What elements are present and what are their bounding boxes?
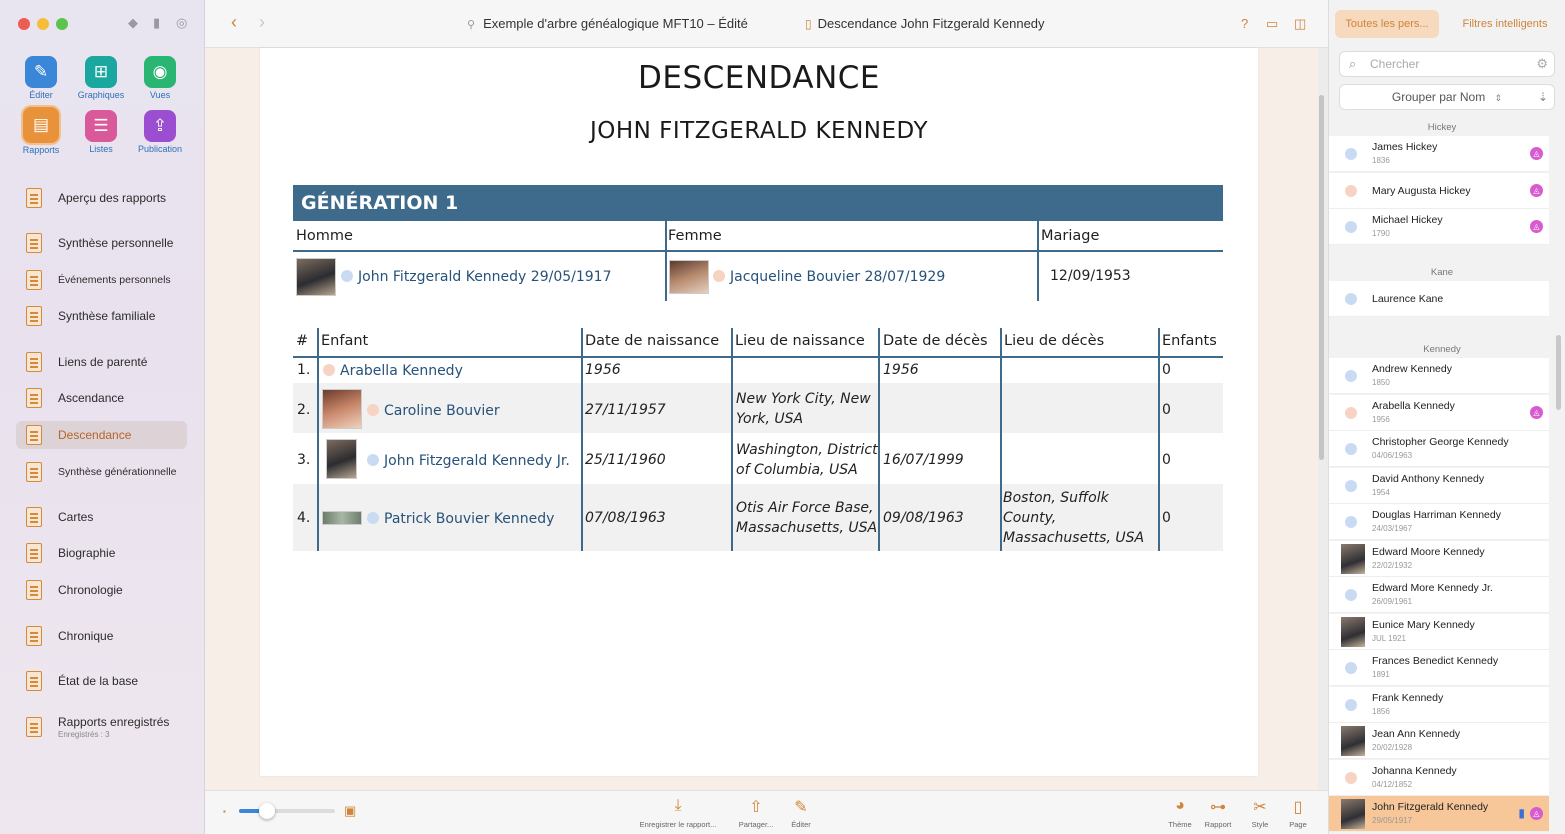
death-place: Boston, Suffolk County, Massachusetts, USA — [1003, 490, 1145, 546]
biography-icon — [26, 543, 42, 563]
sidebar-item-ascendance[interactable] — [16, 384, 187, 412]
person-date: 29/05/1917 — [1372, 816, 1413, 825]
sidebar-item-descendance[interactable] — [16, 421, 187, 449]
list-item[interactable] — [1329, 504, 1549, 540]
death-date: 09/08/1963 — [883, 510, 964, 526]
list-item[interactable] — [1329, 431, 1549, 467]
theme-button[interactable] — [1162, 797, 1198, 829]
edit-label: Éditer — [791, 820, 811, 829]
chart-icon: ⊞ — [85, 56, 117, 88]
globe-icon[interactable]: ◎ — [176, 15, 188, 30]
window-icon[interactable]: ▭ — [1266, 16, 1279, 31]
male-dot-icon — [1345, 443, 1357, 455]
sidebar-item-chronologie[interactable] — [16, 576, 187, 604]
children-count: 0 — [1162, 510, 1171, 526]
report-title-text: Descendance John Fitzgerald Kennedy — [817, 16, 1045, 31]
tool-views-label: Vues — [149, 90, 171, 100]
person-name: Frances Benedict Kennedy — [1372, 655, 1499, 667]
tool-edit[interactable] — [12, 56, 70, 100]
person-date: 26/09/1961 — [1372, 597, 1413, 606]
row-number: 2. — [297, 402, 311, 418]
tool-lists-label: Listes — [89, 144, 113, 154]
dna-badge-icon: ◬ — [1530, 184, 1543, 197]
tab-smart-filters[interactable]: Filtres intelligents — [1462, 18, 1548, 30]
col-header-enfant: Enfant — [321, 333, 369, 349]
tool-lists[interactable] — [72, 110, 130, 154]
save-report-label: Enregistrer le rapport... — [639, 820, 717, 829]
children-count: 0 — [1162, 402, 1171, 418]
person-name: Christopher George Kennedy — [1372, 436, 1509, 448]
avatar — [1341, 617, 1365, 647]
group-header: Kennedy — [1423, 344, 1461, 355]
list-item[interactable] — [1329, 650, 1549, 686]
sidebar-item-rapports-enregistres[interactable] — [16, 710, 187, 744]
female-dot-icon — [1345, 407, 1357, 419]
col-header-lieu-deces: Lieu de décès — [1004, 333, 1105, 349]
person-name: James Hickey — [1372, 141, 1438, 153]
sidebar-item-biographie[interactable] — [16, 539, 187, 567]
help-icon[interactable]: ? — [1241, 16, 1249, 31]
person-date: 1856 — [1372, 706, 1390, 716]
theme-label: Thème — [1168, 820, 1192, 829]
report-scrollbar[interactable] — [1319, 95, 1324, 460]
search-input[interactable] — [1339, 51, 1555, 77]
tool-views[interactable] — [131, 56, 189, 100]
avatar — [1341, 726, 1365, 756]
person-date: 1850 — [1372, 378, 1390, 387]
birth-date: 07/08/1963 — [585, 510, 666, 526]
row-number: 1. — [297, 362, 311, 378]
tool-publication-label: Publication — [137, 144, 183, 154]
row-number: 3. — [297, 452, 311, 468]
pencil-icon: ✎ — [25, 56, 57, 88]
tool-reports[interactable] — [12, 107, 70, 155]
husband-name: John Fitzgerald Kennedy 29/05/1917 — [358, 269, 612, 285]
document-icon: ▯ — [805, 17, 812, 31]
sidebar-item-label: Liens de parenté — [58, 355, 148, 369]
list-item[interactable] — [1329, 687, 1549, 723]
chevron-updown-icon: ⇕ — [1494, 93, 1503, 103]
avatar — [1341, 544, 1365, 574]
tag-icon[interactable]: ◆ — [128, 15, 138, 30]
sidebar-item-cartes[interactable] — [16, 503, 187, 531]
events-icon — [26, 270, 42, 290]
person-name: Michael Hickey — [1372, 214, 1443, 226]
divider — [581, 328, 583, 551]
tab-all-persons[interactable]: Toutes les pers... — [1335, 10, 1439, 38]
list-item[interactable] — [1329, 281, 1549, 317]
list-item[interactable] — [1329, 209, 1549, 245]
persons-panel — [1328, 0, 1565, 834]
tool-edit-label: Éditer — [29, 90, 53, 100]
male-dot-icon — [1345, 699, 1357, 711]
group-by-select[interactable] — [1339, 84, 1555, 110]
sidebar-item-chronique[interactable] — [16, 622, 187, 650]
saved-reports-icon — [26, 717, 42, 737]
page-button[interactable] — [1280, 797, 1316, 829]
col-header-femme: Femme — [668, 228, 722, 244]
group-header: Kane — [1430, 267, 1454, 278]
child-name: Patrick Bouvier Kennedy — [384, 511, 555, 527]
children-count: 0 — [1162, 452, 1171, 468]
dna-badge-icon: ◬ — [1530, 147, 1543, 160]
ancestors-icon — [26, 388, 42, 408]
male-dot-icon — [1345, 589, 1357, 601]
tool-publication[interactable] — [131, 110, 189, 154]
close-window-button[interactable] — [18, 18, 30, 30]
saved-reports-label: Rapports enregistrés — [58, 715, 170, 729]
generation-header: GÉNÉRATION 1 — [293, 185, 1223, 221]
male-dot-icon — [1345, 370, 1357, 382]
page-label: Page — [1289, 820, 1307, 829]
wife-name: Jacqueline Bouvier 28/07/1929 — [730, 269, 946, 285]
sidebar-item-etat-base[interactable] — [16, 667, 187, 695]
palette-icon: ◕ — [1175, 797, 1185, 814]
search-placeholder: Chercher — [1370, 57, 1420, 71]
sidebar-item-label: État de la base — [58, 674, 139, 688]
husband-photo — [296, 258, 336, 296]
person-date: 20/02/1928 — [1372, 743, 1413, 752]
share-icon: ⇧ — [749, 799, 763, 816]
bookmark-icon[interactable]: ▮ — [153, 15, 161, 30]
death-date: 16/07/1999 — [883, 452, 964, 468]
gear-icon[interactable]: ⚙ — [1536, 56, 1548, 71]
share-button[interactable] — [731, 797, 781, 829]
female-dot-icon — [367, 404, 379, 416]
dna-badge-icon: ◬ — [1530, 406, 1543, 419]
person-date: 04/06/1963 — [1372, 451, 1413, 460]
relationship-icon — [26, 352, 42, 372]
male-dot-icon — [341, 270, 353, 282]
download-icon: ⤓ — [674, 797, 682, 814]
list-item[interactable] — [1329, 541, 1549, 577]
person-name: Frank Kennedy — [1372, 691, 1444, 704]
death-date: 1956 — [883, 362, 919, 378]
group-header: Hickey — [1427, 122, 1457, 133]
tool-charts-label: Graphiques — [77, 90, 125, 100]
report-title — [805, 16, 1045, 31]
divider — [293, 356, 1223, 358]
zoom-out-icon[interactable]: ▪ — [223, 807, 226, 816]
report-options-button[interactable] — [1200, 797, 1236, 829]
save-report-button[interactable] — [633, 797, 723, 829]
tree-icon: ⚲ — [467, 19, 476, 31]
list-item[interactable] — [1329, 723, 1549, 759]
children-count: 0 — [1162, 362, 1171, 378]
info-icon — [26, 671, 42, 691]
person-date: 24/03/1967 — [1372, 524, 1413, 533]
person-date: 22/02/1932 — [1372, 560, 1413, 570]
bottom-toolbar — [205, 790, 1328, 834]
page-icon: ▯ — [1293, 799, 1303, 816]
sidebar-item-label: Synthèse personnelle — [58, 236, 174, 250]
male-dot-icon — [1345, 221, 1357, 233]
style-label: Style — [1251, 820, 1269, 829]
divider — [731, 328, 733, 551]
bookmark-icon: ▮ — [1518, 806, 1525, 820]
male-dot-icon — [1345, 480, 1357, 492]
female-dot-icon — [1345, 772, 1357, 784]
list-item[interactable] — [1329, 136, 1549, 172]
person-date: 1956 — [1372, 414, 1390, 424]
sidebar-item-label: Cartes — [58, 510, 94, 524]
list-item[interactable] — [1329, 395, 1549, 431]
forward-chevron-icon[interactable]: › — [259, 12, 265, 32]
child-photo — [322, 511, 362, 525]
male-dot-icon — [1345, 662, 1357, 674]
col-header-num: # — [296, 333, 309, 349]
child-photo — [326, 439, 357, 479]
report-icon: ▤ — [23, 107, 59, 143]
report-options-label: Rapport — [1204, 820, 1232, 829]
sidebar-item-synthese-familiale[interactable] — [16, 302, 187, 330]
edit-icon: ✎ — [794, 799, 808, 816]
edit-button[interactable] — [783, 797, 819, 829]
minimize-window-button[interactable] — [37, 18, 49, 30]
female-dot-icon — [1345, 185, 1357, 197]
birth-place: New York City, New York, USA — [736, 391, 871, 427]
child-link[interactable] — [367, 510, 554, 528]
person-name: Laurence Kane — [1372, 293, 1444, 305]
upload-icon: ⇪ — [144, 110, 176, 142]
sidebar-item-label: Événements personnels — [58, 274, 171, 286]
sidebar-item-synthese-generationnelle[interactable] — [16, 458, 187, 486]
saved-reports-count: Enregistrés : 3 — [58, 730, 110, 739]
sidebar-item-label: Chronologie — [58, 583, 123, 597]
person-date: 04/12/1852 — [1372, 779, 1413, 789]
col-header-lieu-naissance: Lieu de naissance — [735, 333, 865, 349]
document-title — [467, 16, 748, 31]
divider — [1158, 328, 1160, 551]
child-link[interactable] — [367, 452, 570, 470]
person-name: Arabella Kennedy — [1372, 399, 1455, 412]
sidebar-item-label: Ascendance — [58, 391, 125, 405]
col-header-enfants: Enfants — [1162, 333, 1217, 349]
list-item[interactable] — [1329, 358, 1549, 394]
sidebar — [0, 0, 205, 834]
divider — [1000, 328, 1002, 551]
zoom-window-button[interactable] — [56, 18, 68, 30]
person-name: Eunice Mary Kennedy — [1372, 618, 1475, 631]
tool-charts[interactable] — [72, 56, 130, 100]
sidebar-item-label: Synthèse générationnelle — [58, 466, 177, 478]
sidebar-item-label: Chronique — [58, 629, 114, 643]
avatar — [1341, 799, 1365, 829]
dna-badge-icon: ◬ — [1530, 220, 1543, 233]
wife-link[interactable] — [713, 268, 945, 286]
report-subheading: JOHN FITZGERALD KENNEDY — [589, 118, 929, 144]
report-canvas — [205, 48, 1318, 790]
toggles-icon: ⊶ — [1210, 799, 1226, 816]
person-name: Edward Moore Kennedy — [1372, 545, 1485, 558]
person-name: Johanna Kennedy — [1372, 764, 1457, 777]
search-icon: ⌕ — [1349, 56, 1357, 71]
eye-icon: ◉ — [144, 56, 176, 88]
person-date: 1790 — [1372, 229, 1390, 238]
person-name: John Fitzgerald Kennedy — [1372, 801, 1489, 813]
child-name: John Fitzgerald Kennedy Jr. — [384, 453, 570, 469]
list-item[interactable] — [1329, 468, 1549, 504]
col-header-date-naissance: Date de naissance — [585, 333, 720, 349]
tool-reports-label: Rapports — [22, 145, 60, 155]
person-name: Andrew Kennedy — [1372, 363, 1452, 375]
list-item[interactable] — [1329, 577, 1549, 613]
male-dot-icon — [1345, 516, 1357, 528]
person-name: Mary Augusta Hickey — [1372, 184, 1471, 197]
report-page — [260, 48, 1258, 776]
family-icon — [26, 306, 42, 326]
list-item[interactable] — [1329, 796, 1549, 832]
list-icon: ☰ — [85, 110, 117, 142]
child-name: Arabella Kennedy — [340, 363, 463, 379]
sidebar-item-liens[interactable] — [16, 348, 187, 376]
male-dot-icon — [367, 512, 379, 524]
birth-place: Washington, District of Columbia, USA — [736, 442, 878, 478]
zoom-slider[interactable] — [239, 809, 335, 813]
descendants-icon — [26, 425, 42, 445]
child-photo — [322, 389, 362, 429]
person-name: Edward More Kennedy Jr. — [1372, 582, 1493, 594]
divider — [1037, 221, 1039, 301]
male-dot-icon — [1345, 293, 1357, 305]
marriage-date: 12/09/1953 — [1050, 268, 1131, 284]
report-heading: DESCENDANCE — [637, 60, 880, 96]
sidebar-item-synthese-personnelle[interactable] — [16, 229, 187, 257]
chronicle-icon — [26, 626, 42, 646]
divider — [665, 221, 667, 301]
title-bar — [205, 0, 1328, 48]
person-date: JUL 1921 — [1372, 633, 1406, 643]
sidebar-item-label — [58, 715, 169, 739]
person-date: 1836 — [1372, 156, 1390, 165]
col-header-mariage: Mariage — [1041, 228, 1100, 244]
document-title-text: Exemple d'arbre généalogique MFT10 – Édité — [483, 16, 748, 31]
male-dot-icon — [1345, 148, 1357, 160]
female-dot-icon — [713, 270, 725, 282]
person-date: 1954 — [1372, 487, 1390, 497]
sort-icon[interactable]: ⇣ — [1537, 90, 1548, 104]
person-name: Douglas Harriman Kennedy — [1372, 509, 1501, 521]
list-item[interactable] — [1329, 614, 1549, 650]
back-chevron-icon[interactable]: ‹ — [231, 12, 237, 32]
group-by-label: Grouper par Nom — [1391, 90, 1486, 104]
dna-badge-icon: ◬ — [1530, 807, 1543, 820]
child-name: Caroline Bouvier — [384, 403, 500, 419]
person-date: 1891 — [1372, 670, 1390, 679]
person-report-icon — [26, 233, 42, 253]
sidebar-toggle-icon[interactable]: ◫ — [1294, 16, 1307, 31]
birth-date: 27/11/1957 — [585, 402, 666, 418]
sidebar-item-label: Descendance — [58, 428, 132, 442]
list-item[interactable] — [1329, 173, 1549, 209]
sidebar-item-label: Synthèse familiale — [58, 309, 156, 323]
male-dot-icon — [367, 454, 379, 466]
row-number: 4. — [297, 510, 311, 526]
col-header-homme: Homme — [296, 228, 353, 244]
child-link[interactable] — [367, 402, 500, 420]
birth-date: 25/11/1960 — [585, 452, 666, 468]
zoom-in-icon[interactable]: ▣ — [344, 803, 357, 818]
divider — [293, 250, 1223, 252]
list-item[interactable] — [1329, 760, 1549, 796]
birth-date: 1956 — [585, 362, 621, 378]
col-header-date-deces: Date de décès — [883, 333, 988, 349]
birth-place: Otis Air Force Base, Massachusetts, USA — [736, 500, 878, 536]
female-dot-icon — [323, 364, 335, 376]
share-label: Partager... — [738, 820, 774, 829]
sidebar-item-apercu[interactable] — [16, 184, 187, 212]
zoom-slider-thumb[interactable] — [259, 803, 275, 819]
divider — [317, 328, 319, 551]
grid-icon — [26, 188, 42, 208]
sidebar-item-evenements[interactable] — [16, 266, 187, 294]
sidebar-item-label: Aperçu des rapports — [58, 191, 167, 205]
map-icon — [26, 507, 42, 527]
generation-icon — [26, 462, 42, 482]
person-name: David Anthony Kennedy — [1372, 472, 1485, 485]
sidebar-item-label: Biographie — [58, 546, 116, 560]
style-button[interactable] — [1242, 797, 1278, 829]
persons-scrollbar[interactable] — [1556, 335, 1561, 410]
wife-photo — [669, 260, 709, 294]
child-link[interactable] — [323, 362, 463, 380]
person-name: Jean Ann Kennedy — [1372, 728, 1461, 740]
style-icon: ✂ — [1253, 799, 1267, 816]
husband-link[interactable] — [341, 268, 611, 286]
timeline-icon — [26, 580, 42, 600]
